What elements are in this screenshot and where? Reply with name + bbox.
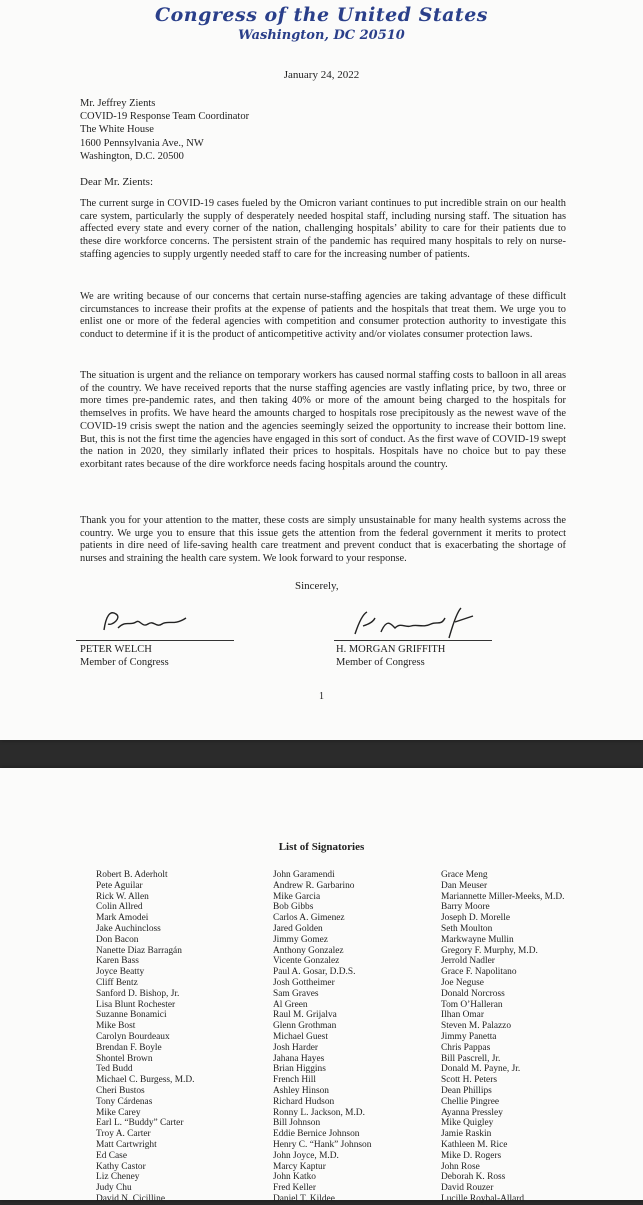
signatory-name: Richard Hudson (273, 1096, 335, 1107)
signatory-name: Cliff Bentz (96, 977, 138, 988)
signatory-name: Carolyn Bourdeaux (96, 1031, 170, 1042)
signatory-name: Ronny L. Jackson, M.D. (273, 1107, 365, 1118)
signatories-column (273, 870, 371, 1205)
signatory-name: Pete Aguilar (96, 880, 143, 891)
signatory-name: Ashley Hinson (273, 1085, 329, 1096)
signatory-name: Karen Bass (96, 956, 139, 967)
signatory-name: Anthony Gonzalez (273, 945, 344, 956)
signatory-name: Mariannette Miller-Meeks, M.D. (441, 891, 565, 902)
signatory-name: Rick W. Allen (96, 891, 149, 902)
signatory-name: Marcy Kaptur (273, 1161, 326, 1172)
signatory-name: Donald Norcross (441, 988, 505, 999)
signatories-title: List of Signatories (278, 841, 365, 853)
closing: Sincerely, (295, 580, 339, 592)
signatory-name: Vicente Gonzalez (273, 956, 340, 967)
signatory-name: Mark Amodei (96, 913, 149, 924)
signatory-name: Grace Meng (441, 870, 488, 880)
signatory-name: Jimmy Gomez (273, 934, 328, 945)
signatory-name: Steven M. Palazzo (441, 1021, 512, 1032)
signatory-name: John Rose (441, 1161, 480, 1172)
signatories-column (96, 870, 195, 1205)
signatory-name: Ed Case (96, 1150, 127, 1161)
signatory-name: Fred Keller (273, 1183, 316, 1194)
signatory-name: Joyce Beatty (96, 967, 145, 978)
signature-line (76, 640, 234, 641)
signatory-name: Grace F. Napolitano (441, 967, 517, 978)
signatory-name: Chris Pappas (441, 1042, 491, 1053)
signatory-name: Tony Cárdenas (96, 1096, 153, 1107)
signatory-name: Bob Gibbs (273, 902, 314, 913)
signatory-name: Markwayne Mullin (441, 934, 514, 945)
recipient-line: 1600 Pennsylvania Ave., NW (80, 137, 204, 149)
signatory-name: French Hill (273, 1075, 316, 1086)
salutation: Dear Mr. Zients: (80, 176, 154, 188)
signatory-name: Gregory F. Murphy, M.D. (441, 945, 538, 956)
recipient-line: Washington, D.C. 20500 (80, 150, 184, 162)
body-paragraph: The situation is urgent and the reliance on temporary workers has caused normal staffing costs to balloon in all areas of the country. We have received reports that the nurse staffing agencies are vastly inflating price, by two, three or more times pre-pandemic rates, and then taking 40% or more of the amount being charged to the hospitals for themselves in profits. We have heard the amounts charged to hospitals rose precipitously as the newest wave of the COVID-19 crisis swept the nation and the agencies seemingly seized the opportunity to increase their bottom line. But, this is not the first time the agencies have engaged in this sort of conduct. As the first wave of COVID-19 swept the nation in 2020, they similarly inflated their prices to hospitals. Hospitals have no choice but to pay these exorbitant rates because of the dire workforce needs facing hospitals around the country. (80, 370, 566, 470)
signatory-name: Shontel Brown (96, 1053, 153, 1064)
signatory-name: Mike Carey (96, 1107, 141, 1118)
signatory-name: Andrew R. Garbarino (273, 880, 355, 891)
signer-role: Member of Congress (336, 657, 425, 668)
signatory-name: Eddie Bernice Johnson (273, 1129, 360, 1140)
signatory-name: Sanford D. Bishop, Jr. (96, 988, 180, 999)
signatory-name: John Garamendi (273, 870, 335, 880)
signatory-name: Jared Golden (273, 923, 323, 934)
recipient-line: COVID-19 Response Team Coordinator (80, 111, 250, 123)
signatory-name: Ayanna Pressley (441, 1107, 503, 1118)
signatory-name: Liz Cheney (96, 1172, 140, 1183)
signatory-name: Chellie Pingree (441, 1096, 500, 1107)
signatory-name: Jamie Raskin (441, 1129, 492, 1140)
signatory-name: John Joyce, M.D. (273, 1150, 339, 1161)
signatory-name: Scott H. Peters (441, 1075, 497, 1086)
signatory-name: Daniel T. Kildee (273, 1193, 335, 1204)
body-paragraph: Thank you for your attention to the matter, these costs are simply unsustainable for many health systems across the country. We urge you to ensure that this issue gets the attention from the federal government it merits to protect patients in dire need of life-saving health care treatment and prevent conduct that is exacerbating the shortage of nurses and straining the health care system. We look forward to your response. (80, 515, 566, 565)
signatory-name: Tom O’Halleran (441, 999, 503, 1010)
signatory-name: Ted Budd (96, 1064, 133, 1075)
signatory-name: Cheri Bustos (96, 1085, 145, 1096)
signatory-name: Jimmy Panetta (441, 1031, 497, 1042)
signatory-name: Matt Cartwright (96, 1139, 157, 1150)
signatory-name: Don Bacon (96, 934, 139, 945)
signatory-name: Troy A. Carter (96, 1129, 151, 1140)
signatory-name: Sam Graves (273, 988, 319, 999)
signatory-name: Bill Johnson (273, 1118, 321, 1129)
signatory-name: Mike D. Rogers (441, 1150, 502, 1161)
signature-griffith-icon (345, 604, 475, 642)
signatories-column (441, 870, 564, 1205)
letter-date: January 24, 2022 (283, 69, 360, 81)
body-paragraph: The current surge in COVID-19 cases fueled by the Omicron variant continues to put incredible strain on our health care system, particularly the supply of desperately needed hospital staff, including nursing staff. The situation has affected every state and every corner of the nation, challenging hospitals’ ability to care for their patients due to these dire workforce concerns. The persistent strain of the pandemic has required many hospitals to rely on nurse-staffing agencies to supply urgently needed staff to care for the increasing number of patients. (80, 198, 566, 260)
signatory-name: John Katko (273, 1172, 316, 1183)
signature-line (334, 640, 492, 641)
signatory-name: Jahana Hayes (273, 1053, 325, 1064)
signatory-name: Michael C. Burgess, M.D. (96, 1075, 195, 1086)
recipient-line: The White House (80, 124, 154, 136)
signer-name: PETER WELCH (80, 644, 152, 655)
signatory-name: Judy Chu (96, 1183, 132, 1194)
signatory-name: Barry Moore (441, 902, 490, 913)
signatory-name: Lucille Roybal-Allard (441, 1193, 525, 1204)
signatory-name: Carlos A. Gimenez (273, 913, 345, 924)
signatory-name: Joseph D. Morelle (441, 913, 510, 924)
signatory-name: Glenn Grothman (273, 1021, 337, 1032)
signatory-name: David Rouzer (441, 1183, 494, 1194)
signatory-name: Jerrold Nadler (441, 956, 495, 967)
signatory-name: Earl L. “Buddy” Carter (96, 1118, 184, 1129)
signatory-name: Dan Meuser (441, 880, 488, 891)
signatory-name: Bill Pascrell, Jr. (441, 1053, 501, 1064)
signatory-name: Seth Moulton (441, 923, 493, 934)
signatory-name: Colin Allred (96, 902, 143, 913)
signatory-name: Mike Quigley (441, 1118, 494, 1129)
signatory-name: Paul A. Gosar, D.D.S. (273, 967, 356, 978)
signatory-name: Deborah K. Ross (441, 1172, 506, 1183)
signatory-name: Henry C. “Hank” Johnson (273, 1139, 372, 1150)
signer-role: Member of Congress (80, 657, 169, 668)
signatory-name: Lisa Blunt Rochester (96, 999, 176, 1010)
signer-block (80, 643, 169, 669)
signatory-name: Ilhan Omar (441, 1010, 484, 1021)
page-number: 1 (319, 691, 324, 702)
signatory-name: Suzanne Bonamici (96, 1010, 167, 1021)
letter-page-2 (0, 768, 643, 1204)
signatory-name: Dean Phillips (441, 1085, 492, 1096)
signatory-name: Mike Bost (96, 1021, 136, 1032)
signatory-name: David N. Cicilline (96, 1193, 165, 1204)
signatory-name: Al Green (273, 999, 308, 1010)
signer-block (336, 643, 445, 669)
recipient-address (80, 97, 249, 163)
signatory-name: Josh Gottheimer (273, 977, 335, 988)
signatory-name: Donald M. Payne, Jr. (441, 1064, 521, 1075)
signatory-name: Joe Neguse (441, 977, 484, 988)
signatory-name: Jake Auchincloss (96, 923, 161, 934)
letterhead-subtitle: Washington, DC 20510 (238, 28, 405, 43)
signatory-name: Michael Guest (273, 1031, 328, 1042)
signatory-name: Robert B. Aderholt (96, 870, 168, 880)
signature-welch-icon (96, 604, 196, 640)
signer-name: H. MORGAN GRIFFITH (336, 644, 446, 655)
signatory-name: Kathleen M. Rice (441, 1139, 508, 1150)
recipient-line: Mr. Jeffrey Zients (80, 98, 156, 109)
signatory-name: Raul M. Grijalva (273, 1010, 337, 1021)
signatory-name: Brendan F. Boyle (96, 1042, 162, 1053)
signatory-name: Nanette Diaz Barragán (96, 945, 182, 956)
signatory-name: Brian Higgins (273, 1064, 326, 1075)
body-paragraph: We are writing because of our concerns that certain nurse-staffing agencies are taking advantage of these difficult circumstances to increase their profits at the expense of patients and the hospitals that treat them. We urge you to enlist one or more of the federal agencies with competition and consumer protection authority to investigate this conduct to determine if it is the product of anticompetitive activity and/or violates consumer protection laws. (80, 291, 566, 341)
letterhead-title: Congress of the United States (155, 4, 488, 26)
signatory-name: Mike Garcia (273, 891, 321, 902)
signatory-name: Josh Harder (273, 1042, 319, 1053)
signatory-name: Kathy Castor (96, 1161, 146, 1172)
